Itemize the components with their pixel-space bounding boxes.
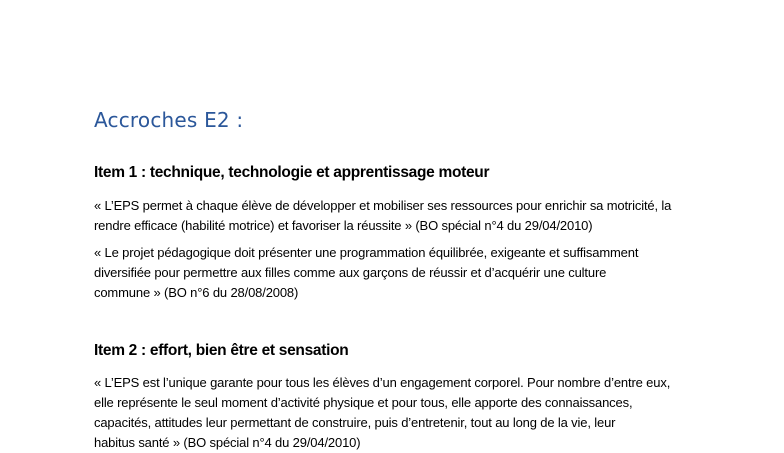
quote-line: elle représente le seul moment d’activité physique et pour tous, elle apporte des connaissances, [94, 395, 633, 410]
quote-line: rendre efficace (habilité motrice) et favoriser la réussite » (BO spécial n°4 du 29/04/2010) [94, 218, 593, 233]
quote-line: « Le projet pédagogique doit présenter une programmation équilibrée, exigeante et suffisamment [94, 245, 639, 260]
item-2-title: Item 2 : effort, bien être et sensation [94, 342, 349, 359]
page-heading: Accroches E2 : [94, 108, 244, 132]
quote-line: « L’EPS permet à chaque élève de développer et mobiliser ses ressources pour enrichir sa motricité, la [94, 198, 672, 213]
quote-line: capacités, attitudes leur permettant de construire, puis d’entretenir, tout au long de la vie, leur [94, 415, 616, 430]
item-1-quote-1 [94, 196, 714, 236]
quote-line: diversifiée pour permettre aux filles comme aux garçons de réussir et d’acquérir une culture [94, 265, 607, 280]
quote-line: « L’EPS est l’unique garante pour tous les élèves d’un engagement corporel. Pour nombre d’entre eux, [94, 375, 671, 390]
item-1-quote-2 [94, 243, 714, 303]
item-1-title: Item 1 : technique, technologie et apprentissage moteur [94, 164, 490, 181]
item-2-quote-1 [94, 373, 714, 453]
quote-line: habitus santé » (BO spécial n°4 du 29/04/2010) [94, 435, 361, 450]
quote-line: commune » (BO n°6 du 28/08/2008) [94, 285, 299, 300]
